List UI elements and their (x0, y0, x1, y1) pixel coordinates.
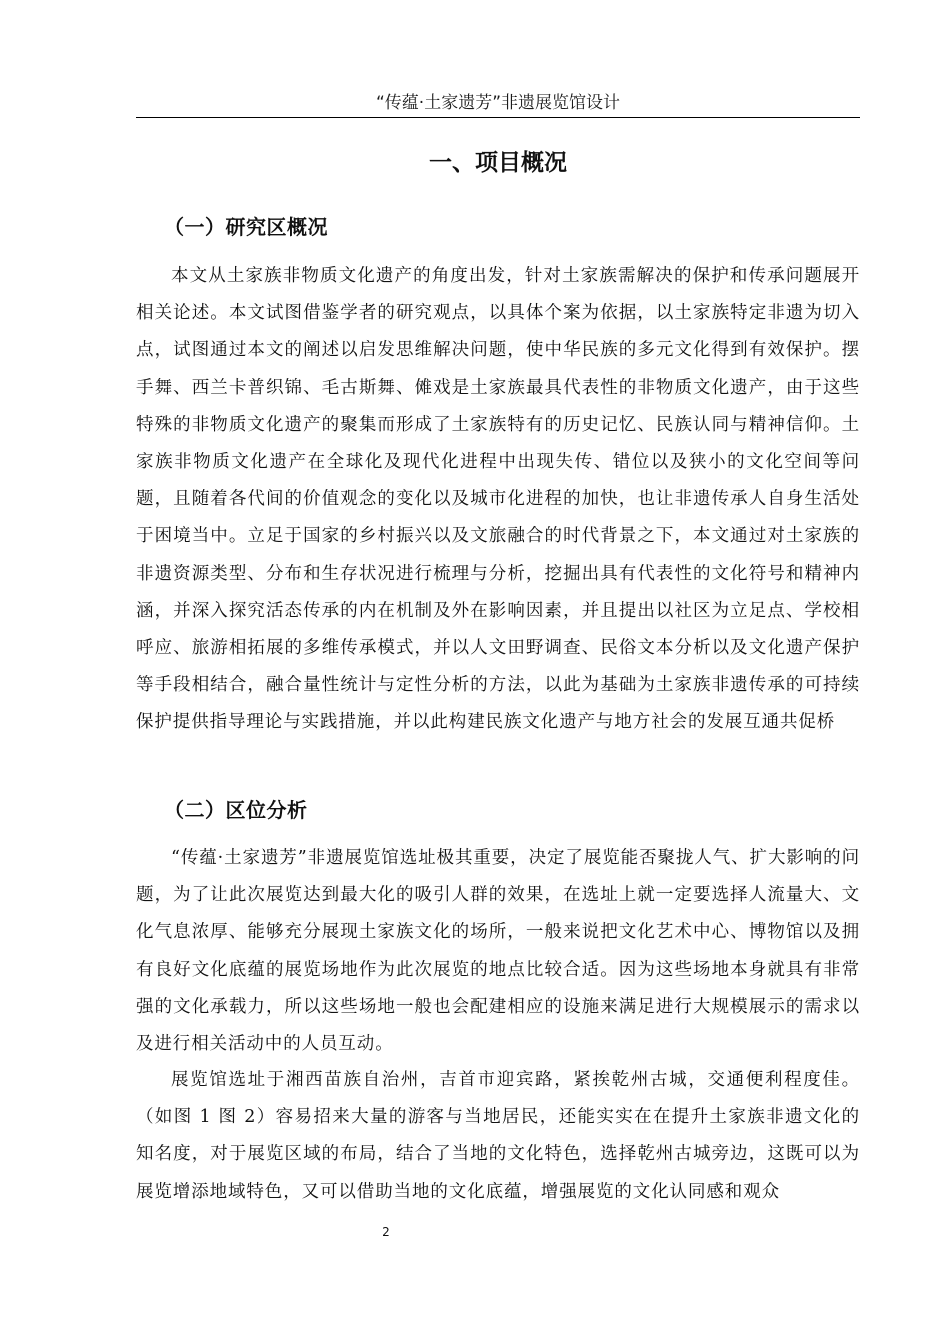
page-number: 2 (382, 1225, 390, 1239)
section-title-location-analysis: （二）区位分析 (164, 798, 308, 822)
section-title-research-area: （一）研究区概况 (164, 215, 328, 239)
header-divider (136, 117, 860, 118)
running-header: “传蕴·土家遗芳”非遗展览馆设计 (375, 93, 621, 113)
body-paragraph: 展览馆选址于湘西苗族自治州，吉首市迎宾路，紧挨乾州古城，交通便利程度佳。（如图 1 图 2）容易招来大量的游客与当地居民，还能实实在在提升土家族非遗文化的知名度，对于展览区域的布局，结合了当地的文化特色，选择乾州古城旁边，这既可以为展览增添地域特色，又可以借助当地的文化底蕴，增强展览的文化认同感和观众 (136, 1070, 860, 1202)
chapter-title: 一、项目概况 (429, 150, 567, 176)
body-paragraph: “传蕴·土家遗芳”非遗展览馆选址极其重要，决定了展览能否聚拢人气、扩大影响的问题，为了让此次展览达到最大化的吸引人群的效果，在选址上就一定要选择人流量大、文化气息浓厚、能够充分展现土家族文化的场所，一般来说把文化艺术中心、博物馆以及拥有良好文化底蕴的展览场地作为此次展览的地点比较合适。因为这些场地本身就具有非常强的文化承载力，所以这些场地一般也会配建相应的设施来满足进行大规模展示的需求以及进行相关活动中的人员互动。 (136, 848, 860, 1055)
body-paragraph: 本文从土家族非物质文化遗产的角度出发，针对土家族需解决的保护和传承问题展开相关论述。本文试图借鉴学者的研究观点，以具体个案为依据，以土家族特定非遗为切入点，试图通过本文的阐述以启发思维解决问题，使中华民族的多元文化得到有效保护。摆手舞、西兰卡普织锦、毛古斯舞、傩戏是土家族最具代表性的非物质文化遗产，由于这些特殊的非物质文化遗产的聚集而形成了土家族特有的历史记忆、民族认同与精神信仰。土家族非物质文化遗产在全球化及现代化进程中出现失传、错位以及狭小的文化空间等问题，且随着各代间的价值观念的变化以及城市化进程的加快，也让非遗传承人自身生活处于困境当中。立足于国家的乡村振兴以及文旅融合的时代背景之下，本文通过对土家族的非遗资源类型、分布和生存状况进行梳理与分析，挖掘出具有代表性的文化符号和精神内涵，并深入探究活态传承的内在机制及外在影响因素，并且提出以社区为立足点、学校相呼应、旅游相拓展的多维传承模式，并以人文田野调查、民俗文本分析以及文化遗产保护等手段相结合，融合量性统计与定性分析的方法，以此为基础为土家族非遗传承的可持续保护提供指导理论与实践措施，并以此构建民族文化遗产与地方社会的发展互通共促桥 (136, 266, 860, 733)
